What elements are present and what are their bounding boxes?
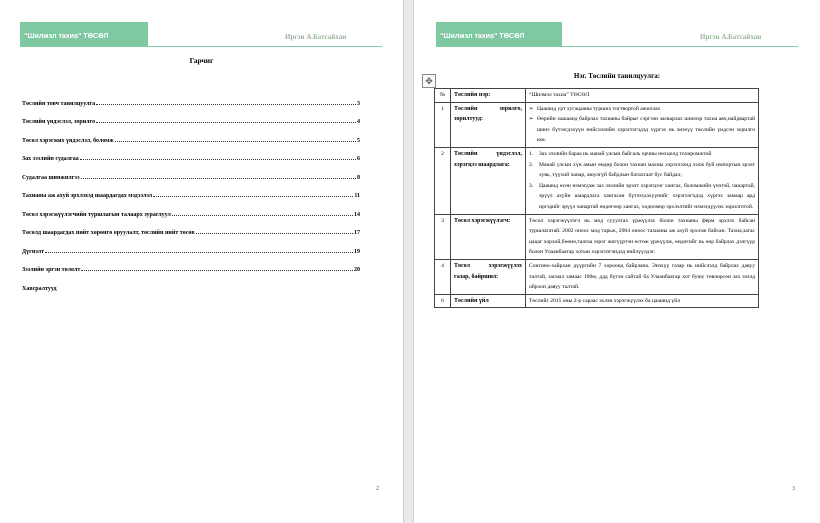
right-page	[414, 0, 820, 523]
section-title: Нэг. Төслийн танилцуулга:	[573, 72, 661, 80]
toc-entry[interactable]: Хавсралтууд	[22, 285, 57, 292]
table-cell: Төсөл хэрэгжүүлэгч:	[451, 214, 526, 259]
page-gutter	[403, 0, 414, 523]
numbered-item: 2. Манай улсын хүн амын өндөр болон тахиан махны хэрэглээнд ээлж буй импортын эрэлт хувь, түүхий чанар, аюулгүй байдлын баталгаат бус байдал;	[529, 161, 755, 179]
project-info-table	[434, 88, 759, 308]
table-cell: “Шилмэл тахиа” ТӨСӨЛ	[526, 89, 759, 103]
table-cell: Төслийн үйл	[451, 294, 526, 308]
table-cell: 3	[435, 214, 451, 259]
bullet-item: ➢ Өөрийн хашаанд байрлах тахианы байрыг сэргээн засварлах шинээр тахиа авч,найдвартай шинэ бүтээгдэхүүн нийслэлийн хэрэглэгчдэд хүргэх нь энэхүү төслийн үндсэн зорилго юм.	[529, 114, 755, 146]
header-title: “Шилмэл тахиа” ТӨСӨЛ	[24, 33, 109, 40]
table-row	[435, 102, 759, 147]
toc-entry[interactable]: Дүгнэлт 19	[22, 248, 360, 255]
table-cell: Төслийн зорилго, зорилтууд:	[451, 102, 526, 147]
toc-entry[interactable]: Төслийн товч танилцуулга 3	[22, 100, 360, 107]
table-row	[435, 147, 759, 214]
numbered-item: 3. Цаашид өсөн нэмэгдэж зах зээлийн эрэлт хэрэгцээг хангах, боломжийн үнэтэй, чанартай, эрүүл ахуйн шаардлага хангасан бүтээгдэхүүнийг хэрэглэгчдэд хүргэх замаар ард иргэдийг эрүүл чанартай өндөгөөр хангах, хөдөлмөр эрхлэлтийг нэмэгдүүлэх зорилготой.	[529, 182, 755, 210]
toc-entry[interactable]: Тахианы аж ахуй эрхлэхэд шаардагдах мэдээлэл 11	[22, 193, 360, 199]
toc-entry[interactable]: Төсөл хэрэгжүүлэгчийн туршлагын талаарх зураглуул 14	[22, 211, 360, 218]
table-row	[435, 294, 759, 308]
toc-entry[interactable]: Судалгаа шинжилгээ 8	[22, 174, 360, 181]
left-page	[0, 0, 403, 523]
toc-entry[interactable]: Төсөл хэрэгжих үндэслэл, боломж 5	[22, 137, 360, 144]
header-author: Иргэн А.Батсайхан	[700, 33, 762, 41]
toc-entry[interactable]: Зээлийн эргэн төлөлт 20	[22, 267, 360, 273]
table-cell: Төсөл хэрэгжүүлэгч нь мод сууулгах үржүүлэх болон тахианы ферм эрхлэх байсан туршлагатай. 2002 оноос мод тарьж, 2004 оноос тахианы аж ахуй эрхлэж байсан. Тахиа,загас цацаг хорхой,бөөнө,таатаа зэрэг жигүүртэн өсгөж үржүүлж, өндөгийг нь өөр байрлах дэлгүүр болон Улаанбаатар хотын хэрэглэгчидэд нийлүүлдэг.	[526, 214, 759, 259]
table-of-contents	[22, 88, 360, 292]
table-cell	[526, 102, 759, 147]
header-divider	[20, 46, 382, 47]
table-cell: Төсөл хэрэгжүүлэх газар, байршил:	[451, 259, 526, 294]
table-cell: 6	[435, 294, 451, 308]
table-row	[435, 259, 759, 294]
header-divider	[436, 46, 798, 47]
header-title: “Шилмэл тахиа” ТӨСӨЛ	[440, 33, 525, 40]
numbered-item: 1. Зах зээлийн бараа нь манай улсын байгаль орчны нөхцөлд тохиромжтой	[529, 150, 712, 157]
table-cell: Төслийн үндэслэл, хэрэгцээ шаардлага:	[451, 147, 526, 214]
page-number: 2	[376, 486, 379, 492]
page-number: 3	[792, 486, 795, 492]
toc-entry[interactable]: Зах зээлийн судалгаа 6	[22, 156, 360, 162]
table-cell	[526, 147, 759, 214]
header-author: Иргэн А.Батсайхан	[285, 33, 347, 41]
table-cell: 1	[435, 102, 451, 147]
table-move-handle-icon[interactable]: ✥	[422, 74, 436, 88]
table-cell: 2	[435, 147, 451, 214]
toc-title: Гарчиг	[189, 56, 214, 65]
table-cell: 4	[435, 259, 451, 294]
bullet-item: ➢ Цаашид урт хугацааны турших тогтвортой ажиллах	[529, 104, 755, 115]
table-cell: Төслийн нэр:	[451, 89, 526, 103]
table-row	[435, 89, 759, 103]
table-cell: Сонгино-хайрхан дүүргийн 7 хороонд байрлана. Энэхүү газар нь нийслэлд байрлах давуу талтай, засмал замаас 100м, ддд бүтэн сайтай ба Улаанбаатар хот буюу төвлөрсөн зах зээлд ойрхон давуу талтай.	[526, 259, 759, 294]
table-cell: №	[435, 89, 451, 103]
toc-entry[interactable]: Төсөлд шаардагдах нийт хөрөнгө оруулалт, төслийн нийт төсөв 17	[22, 230, 360, 236]
toc-entry[interactable]: Төслийн үндэслэл, зорилго 4	[22, 119, 360, 125]
table-cell: Төслийг 2015 оны 2-р сараас эхлэн хэрэгжүүлэх ба цаашид үйл	[526, 294, 759, 308]
table-row	[435, 214, 759, 259]
